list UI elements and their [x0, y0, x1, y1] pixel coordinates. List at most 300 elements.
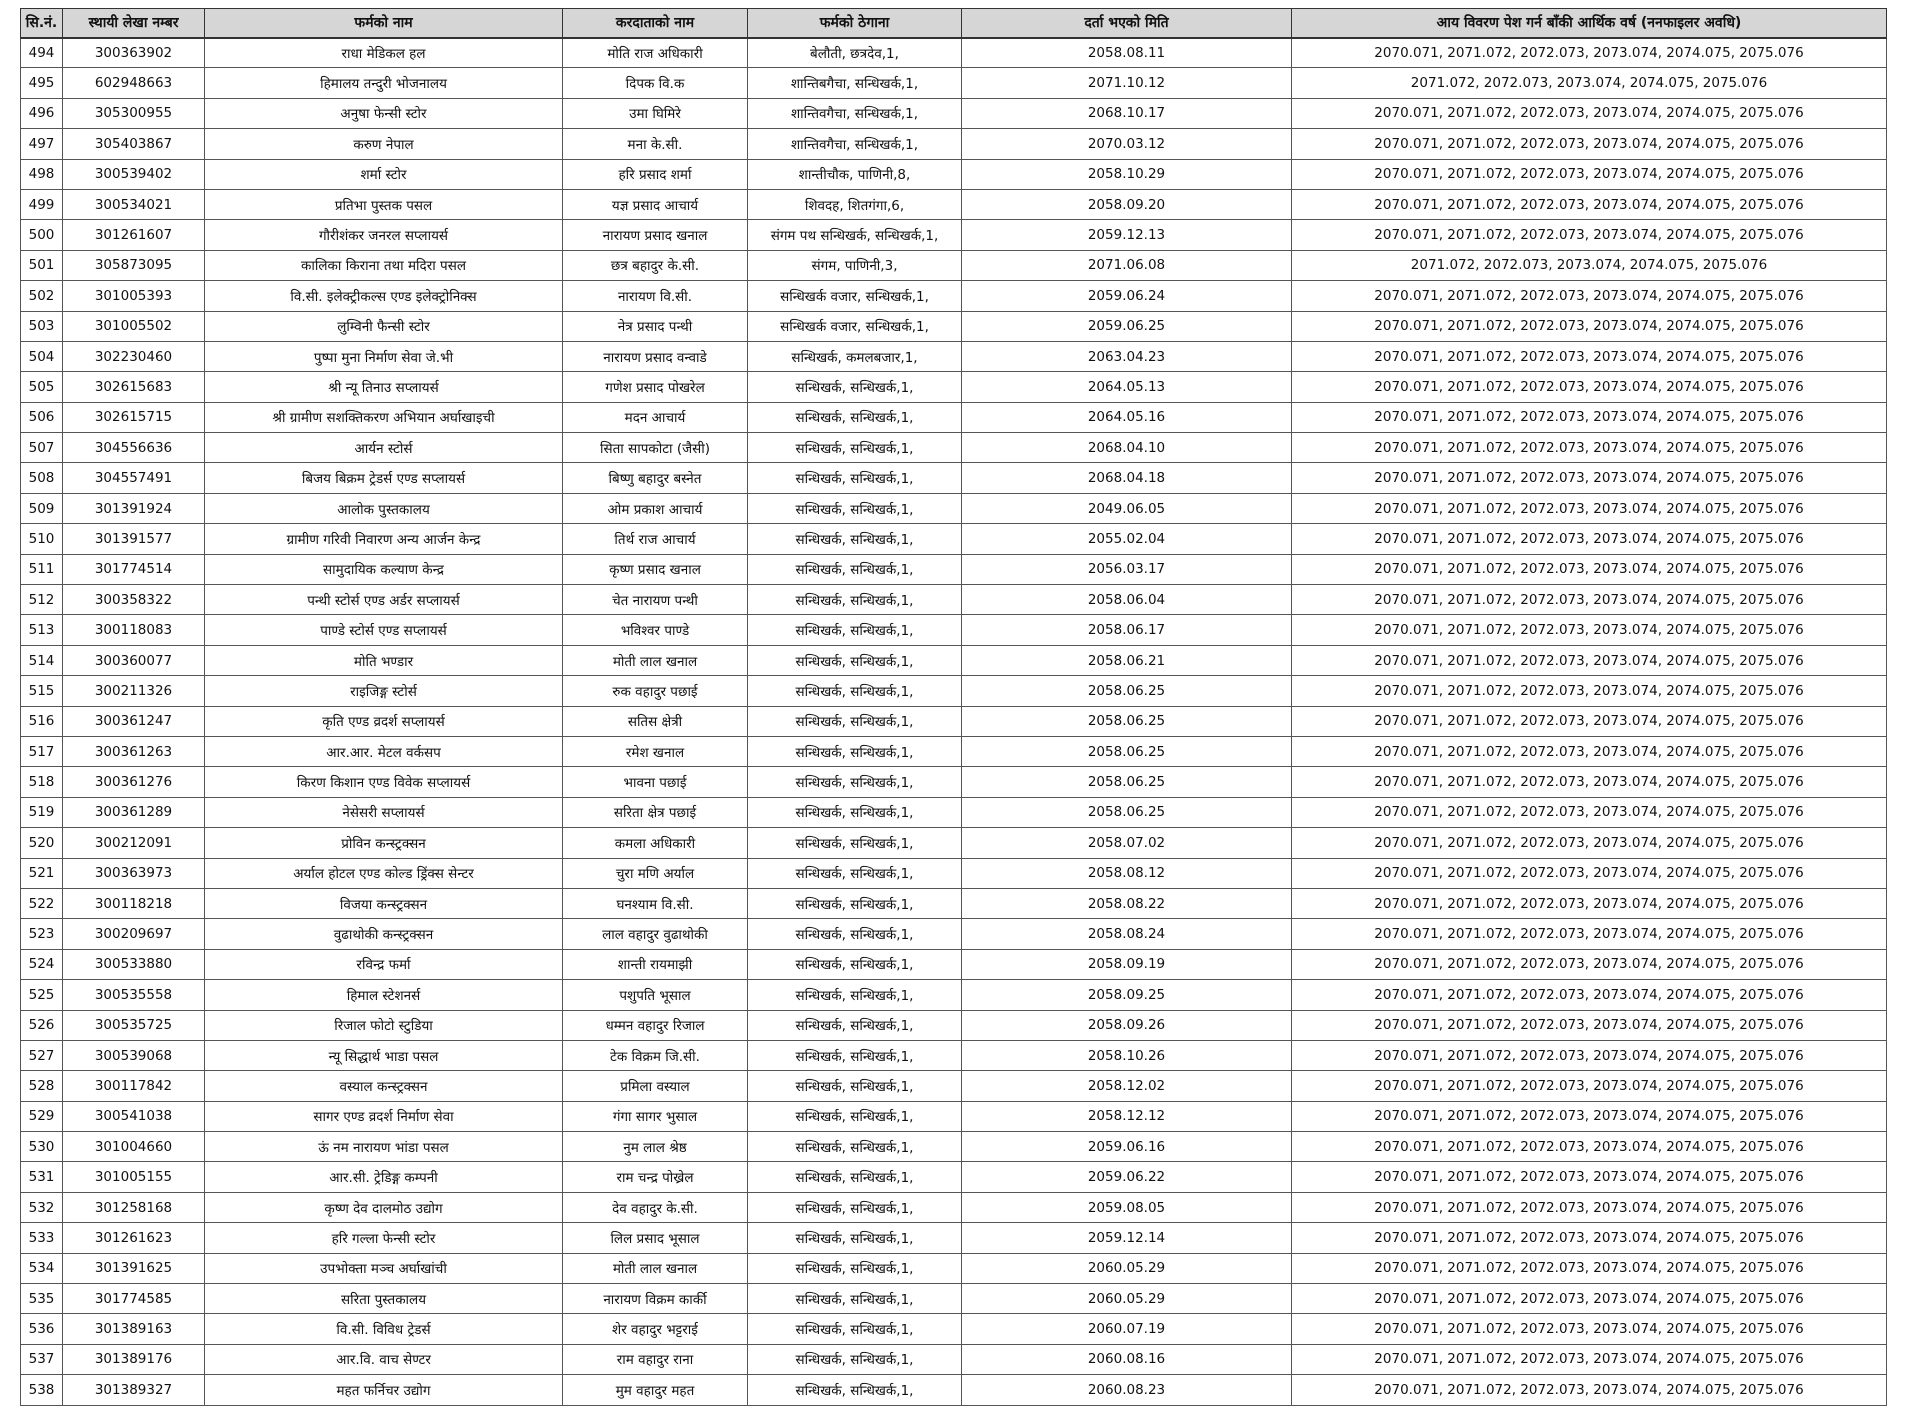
cell-registration-date: 2064.05.13: [962, 372, 1292, 402]
cell-serial-number: 528: [21, 1071, 63, 1101]
cell-pan-number: 302615683: [63, 372, 205, 402]
cell-serial-number: 524: [21, 949, 63, 979]
table-body: [21, 38, 1887, 1406]
header-row: [21, 9, 1887, 38]
cell-registration-date: 2063.04.23: [962, 341, 1292, 371]
cell-taxpayer-name: कृष्ण प्रसाद खनाल: [563, 554, 748, 584]
cell-serial-number: 517: [21, 736, 63, 766]
cell-registration-date: 2058.09.20: [962, 189, 1292, 219]
cell-serial-number: 512: [21, 585, 63, 615]
cell-firm-address: सन्धिखर्क, कमलबजार,1,: [748, 341, 962, 371]
cell-serial-number: 521: [21, 858, 63, 888]
cell-serial-number: 504: [21, 341, 63, 371]
cell-firm-name: सागर एण्ड व्रदर्श निर्माण सेवा: [205, 1101, 563, 1131]
cell-serial-number: 502: [21, 281, 63, 311]
cell-pending-fiscal-years: 2070.071, 2071.072, 2072.073, 2073.074, 2074.075, 2075.076: [1292, 402, 1887, 432]
cell-serial-number: 497: [21, 129, 63, 159]
cell-registration-date: 2058.06.25: [962, 706, 1292, 736]
cell-serial-number: 494: [21, 38, 63, 68]
cell-pending-fiscal-years: 2070.071, 2071.072, 2072.073, 2073.074, 2074.075, 2075.076: [1292, 554, 1887, 584]
cell-pending-fiscal-years: 2070.071, 2071.072, 2072.073, 2073.074, 2074.075, 2075.076: [1292, 1284, 1887, 1314]
cell-taxpayer-name: यज्ञ प्रसाद आचार्य: [563, 189, 748, 219]
cell-taxpayer-name: लिल प्रसाद भूसाल: [563, 1223, 748, 1253]
cell-taxpayer-name: मोती लाल खनाल: [563, 1253, 748, 1283]
table-row: [21, 919, 1887, 949]
cell-serial-number: 537: [21, 1344, 63, 1374]
cell-pan-number: 301005502: [63, 311, 205, 341]
cell-pending-fiscal-years: 2070.071, 2071.072, 2072.073, 2073.074, 2074.075, 2075.076: [1292, 1101, 1887, 1131]
cell-taxpayer-name: सिता सापकोटा (जैसी): [563, 433, 748, 463]
table-row: [21, 159, 1887, 189]
table-row: [21, 1010, 1887, 1040]
cell-firm-name: करुण नेपाल: [205, 129, 563, 159]
cell-pan-number: 300361247: [63, 706, 205, 736]
cell-firm-address: संगम पथ सन्धिखर्क, सन्धिखर्क,1,: [748, 220, 962, 250]
cell-pan-number: 301391577: [63, 524, 205, 554]
cell-registration-date: 2068.04.18: [962, 463, 1292, 493]
cell-pending-fiscal-years: 2070.071, 2071.072, 2072.073, 2073.074, 2074.075, 2075.076: [1292, 1010, 1887, 1040]
cell-firm-name: सामुदायिक कल्याण केन्द्र: [205, 554, 563, 584]
cell-firm-name: श्री ग्रामीण सशक्तिकरण अभियान अर्घाखाइची: [205, 402, 563, 432]
cell-registration-date: 2059.08.05: [962, 1192, 1292, 1222]
cell-registration-date: 2058.08.24: [962, 919, 1292, 949]
cell-firm-name: वस्याल कन्स्ट्रक्सन: [205, 1071, 563, 1101]
cell-pan-number: 301391625: [63, 1253, 205, 1283]
cell-pan-number: 602948663: [63, 68, 205, 98]
cell-taxpayer-name: सरिता क्षेत्र पछाई: [563, 797, 748, 827]
table-row: [21, 341, 1887, 371]
cell-pending-fiscal-years: 2070.071, 2071.072, 2072.073, 2073.074, 2074.075, 2075.076: [1292, 797, 1887, 827]
cell-firm-address: सन्धिखर्क, सन्धिखर्क,1,: [748, 1223, 962, 1253]
cell-pan-number: 300361263: [63, 736, 205, 766]
cell-firm-address: सन्धिखर्क, सन्धिखर्क,1,: [748, 1132, 962, 1162]
cell-firm-name: पाण्डे स्टोर्स एण्ड सप्लायर्स: [205, 615, 563, 645]
cell-taxpayer-name: शान्ती रायमाझी: [563, 949, 748, 979]
cell-firm-address: सन्धिखर्क, सन्धिखर्क,1,: [748, 402, 962, 432]
table-row: [21, 1101, 1887, 1131]
cell-pan-number: 301261623: [63, 1223, 205, 1253]
cell-registration-date: 2058.09.19: [962, 949, 1292, 979]
cell-firm-name: वि.सी. इलेक्ट्रीकल्स एण्ड इलेक्ट्रोनिक्स: [205, 281, 563, 311]
cell-pan-number: 300211326: [63, 676, 205, 706]
cell-pending-fiscal-years: 2070.071, 2071.072, 2072.073, 2073.074, 2074.075, 2075.076: [1292, 949, 1887, 979]
cell-firm-address: शान्तिबगैचा, सन्धिखर्क,1,: [748, 68, 962, 98]
cell-registration-date: 2059.06.16: [962, 1132, 1292, 1162]
cell-pending-fiscal-years: 2070.071, 2071.072, 2072.073, 2073.074, 2074.075, 2075.076: [1292, 615, 1887, 645]
cell-registration-date: 2060.05.29: [962, 1253, 1292, 1283]
table-row: [21, 129, 1887, 159]
cell-registration-date: 2058.06.25: [962, 676, 1292, 706]
cell-firm-name: आलोक पुस्तकालय: [205, 493, 563, 523]
cell-firm-name: न्यू सिद्धार्थ भाडा पसल: [205, 1040, 563, 1070]
cell-pan-number: 300541038: [63, 1101, 205, 1131]
cell-pending-fiscal-years: 2070.071, 2071.072, 2072.073, 2073.074, 2074.075, 2075.076: [1292, 220, 1887, 250]
cell-pending-fiscal-years: 2070.071, 2071.072, 2072.073, 2073.074, 2074.075, 2075.076: [1292, 585, 1887, 615]
cell-taxpayer-name: रमेश खनाल: [563, 736, 748, 766]
cell-taxpayer-name: चुरा मणि अर्याल: [563, 858, 748, 888]
cell-pan-number: 300535558: [63, 980, 205, 1010]
cell-firm-address: सन्धिखर्क, सन्धिखर्क,1,: [748, 1040, 962, 1070]
table-row: [21, 1375, 1887, 1405]
cell-pan-number: 301774514: [63, 554, 205, 584]
cell-registration-date: 2058.06.21: [962, 645, 1292, 675]
table-row: [21, 433, 1887, 463]
cell-registration-date: 2059.12.14: [962, 1223, 1292, 1253]
cell-registration-date: 2058.08.12: [962, 858, 1292, 888]
cell-taxpayer-name: घनश्याम वि.सी.: [563, 888, 748, 918]
cell-pending-fiscal-years: 2070.071, 2071.072, 2072.073, 2073.074, 2074.075, 2075.076: [1292, 676, 1887, 706]
cell-pending-fiscal-years: 2070.071, 2071.072, 2072.073, 2073.074, 2074.075, 2075.076: [1292, 1344, 1887, 1374]
cell-firm-address: सन्धिखर्क, सन्धिखर्क,1,: [748, 433, 962, 463]
cell-registration-date: 2059.06.22: [962, 1162, 1292, 1192]
cell-serial-number: 526: [21, 1010, 63, 1040]
cell-pending-fiscal-years: 2070.071, 2071.072, 2072.073, 2073.074, 2074.075, 2075.076: [1292, 1375, 1887, 1405]
cell-registration-date: 2058.06.25: [962, 736, 1292, 766]
cell-taxpayer-name: नुम लाल श्रेष्ठ: [563, 1132, 748, 1162]
cell-taxpayer-name: बिष्णु बहादुर बस्नेत: [563, 463, 748, 493]
cell-firm-address: सन्धिखर्क, सन्धिखर्क,1,: [748, 1344, 962, 1374]
cell-pending-fiscal-years: 2070.071, 2071.072, 2072.073, 2073.074, 2074.075, 2075.076: [1292, 706, 1887, 736]
cell-pan-number: 300209697: [63, 919, 205, 949]
cell-taxpayer-name: टेक विक्रम जि.सी.: [563, 1040, 748, 1070]
header-registration-date: दर्ता भएको मिति: [962, 9, 1292, 38]
cell-firm-address: सन्धिखर्क, सन्धिखर्क,1,: [748, 1101, 962, 1131]
table-row: [21, 767, 1887, 797]
table-row: [21, 888, 1887, 918]
cell-firm-address: सन्धिखर्क, सन्धिखर्क,1,: [748, 888, 962, 918]
cell-pending-fiscal-years: 2070.071, 2071.072, 2072.073, 2073.074, 2074.075, 2075.076: [1292, 828, 1887, 858]
cell-pan-number: 300361276: [63, 767, 205, 797]
cell-serial-number: 508: [21, 463, 63, 493]
cell-firm-address: सन्धिखर्क, सन्धिखर्क,1,: [748, 919, 962, 949]
cell-firm-name: आर.सी. ट्रेडिङ्ग कम्पनी: [205, 1162, 563, 1192]
header-firm-name: फर्मको नाम: [205, 9, 563, 38]
cell-registration-date: 2058.09.25: [962, 980, 1292, 1010]
cell-firm-address: सन्धिखर्क, सन्धिखर्क,1,: [748, 493, 962, 523]
cell-pan-number: 305300955: [63, 98, 205, 128]
table-header: [21, 9, 1887, 38]
cell-pan-number: 302615715: [63, 402, 205, 432]
table-row: [21, 858, 1887, 888]
cell-registration-date: 2056.03.17: [962, 554, 1292, 584]
cell-pan-number: 300539068: [63, 1040, 205, 1070]
cell-taxpayer-name: नारायण प्रसाद वन्वाडे: [563, 341, 748, 371]
cell-registration-date: 2059.06.25: [962, 311, 1292, 341]
cell-registration-date: 2064.05.16: [962, 402, 1292, 432]
cell-firm-name: प्रोविन कन्स्ट्रक्सन: [205, 828, 563, 858]
cell-pending-fiscal-years: 2070.071, 2071.072, 2072.073, 2073.074, 2074.075, 2075.076: [1292, 493, 1887, 523]
cell-serial-number: 498: [21, 159, 63, 189]
table-row: [21, 676, 1887, 706]
cell-pending-fiscal-years: 2070.071, 2071.072, 2072.073, 2073.074, 2074.075, 2075.076: [1292, 341, 1887, 371]
cell-firm-name: श्री न्यू तिनाउ सप्लायर्स: [205, 372, 563, 402]
cell-pan-number: 304556636: [63, 433, 205, 463]
cell-firm-name: अनुषा फेन्सी स्टोर: [205, 98, 563, 128]
cell-pending-fiscal-years: 2071.072, 2072.073, 2073.074, 2074.075, 2075.076: [1292, 68, 1887, 98]
cell-firm-address: सन्धिखर्क, सन्धिखर्क,1,: [748, 1162, 962, 1192]
header-serial-number: सि.नं.: [21, 9, 63, 38]
cell-serial-number: 510: [21, 524, 63, 554]
cell-firm-name: पन्थी स्टोर्स एण्ड अर्डर सप्लायर्स: [205, 585, 563, 615]
cell-firm-address: सन्धिखर्क वजार, सन्धिखर्क,1,: [748, 311, 962, 341]
cell-serial-number: 496: [21, 98, 63, 128]
cell-firm-address: सन्धिखर्क, सन्धिखर्क,1,: [748, 1071, 962, 1101]
table-row: [21, 311, 1887, 341]
cell-pan-number: 301258168: [63, 1192, 205, 1222]
cell-pending-fiscal-years: 2070.071, 2071.072, 2072.073, 2073.074, 2074.075, 2075.076: [1292, 433, 1887, 463]
cell-firm-name: ऊं नम नारायण भांडा पसल: [205, 1132, 563, 1162]
cell-pan-number: 301261607: [63, 220, 205, 250]
cell-pan-number: 300358322: [63, 585, 205, 615]
cell-registration-date: 2068.10.17: [962, 98, 1292, 128]
cell-registration-date: 2058.08.22: [962, 888, 1292, 918]
table-row: [21, 1223, 1887, 1253]
table-row: [21, 189, 1887, 219]
cell-pan-number: 301389327: [63, 1375, 205, 1405]
cell-taxpayer-name: चेत नारायण पन्थी: [563, 585, 748, 615]
cell-firm-name: किरण किशान एण्ड विवेक सप्लायर्स: [205, 767, 563, 797]
cell-registration-date: 2058.08.11: [962, 38, 1292, 68]
cell-pending-fiscal-years: 2070.071, 2071.072, 2072.073, 2073.074, 2074.075, 2075.076: [1292, 645, 1887, 675]
header-firm-address: फर्मको ठेगाना: [748, 9, 962, 38]
table-row: [21, 828, 1887, 858]
table-row: [21, 68, 1887, 98]
cell-pan-number: 301004660: [63, 1132, 205, 1162]
cell-pending-fiscal-years: 2070.071, 2071.072, 2072.073, 2073.074, 2074.075, 2075.076: [1292, 524, 1887, 554]
cell-firm-address: सन्धिखर्क, सन्धिखर्क,1,: [748, 1314, 962, 1344]
cell-firm-name: वि.सी. विविध ट्रेडर्स: [205, 1314, 563, 1344]
table-row: [21, 736, 1887, 766]
cell-firm-address: सन्धिखर्क, सन्धिखर्क,1,: [748, 1284, 962, 1314]
cell-pending-fiscal-years: 2071.072, 2072.073, 2073.074, 2074.075, 2075.076: [1292, 250, 1887, 280]
table-row: [21, 1040, 1887, 1070]
cell-taxpayer-name: छत्र बहादुर के.सी.: [563, 250, 748, 280]
cell-firm-name: हरि गल्ला फेन्सी स्टोर: [205, 1223, 563, 1253]
cell-firm-name: आर.आर. मेटल वर्कसप: [205, 736, 563, 766]
cell-firm-address: सन्धिखर्क, सन्धिखर्क,1,: [748, 585, 962, 615]
cell-pending-fiscal-years: 2070.071, 2071.072, 2072.073, 2073.074, 2074.075, 2075.076: [1292, 38, 1887, 68]
cell-taxpayer-name: उमा घिमिरे: [563, 98, 748, 128]
header-taxpayer-name: करदाताको नाम: [563, 9, 748, 38]
cell-firm-address: सन्धिखर्क, सन्धिखर्क,1,: [748, 1253, 962, 1283]
cell-pending-fiscal-years: 2070.071, 2071.072, 2072.073, 2073.074, 2074.075, 2075.076: [1292, 1071, 1887, 1101]
cell-pan-number: 300363902: [63, 38, 205, 68]
cell-firm-address: सन्धिखर्क, सन्धिखर्क,1,: [748, 372, 962, 402]
cell-registration-date: 2055.02.04: [962, 524, 1292, 554]
table-row: [21, 645, 1887, 675]
cell-taxpayer-name: दिपक वि.क: [563, 68, 748, 98]
cell-pan-number: 300117842: [63, 1071, 205, 1101]
non-filer-table: [20, 8, 1887, 1406]
cell-firm-name: अर्याल होटल एण्ड कोल्ड ड्रिंक्स सेन्टर: [205, 858, 563, 888]
cell-firm-name: हिमालय तन्दुरी भोजनालय: [205, 68, 563, 98]
cell-firm-address: सन्धिखर्क, सन्धिखर्क,1,: [748, 554, 962, 584]
cell-serial-number: 523: [21, 919, 63, 949]
cell-pan-number: 301005393: [63, 281, 205, 311]
cell-taxpayer-name: धम्मन वहादुर रिजाल: [563, 1010, 748, 1040]
cell-serial-number: 501: [21, 250, 63, 280]
cell-registration-date: 2058.07.02: [962, 828, 1292, 858]
cell-taxpayer-name: तिर्थ राज आचार्य: [563, 524, 748, 554]
cell-serial-number: 500: [21, 220, 63, 250]
cell-taxpayer-name: शेर वहादुर भट्टराई: [563, 1314, 748, 1344]
cell-serial-number: 514: [21, 645, 63, 675]
cell-serial-number: 530: [21, 1132, 63, 1162]
cell-pan-number: 300361289: [63, 797, 205, 827]
cell-firm-name: विजया कन्स्ट्रक्सन: [205, 888, 563, 918]
cell-firm-address: शान्तिवगैचा, सन्धिखर्क,1,: [748, 129, 962, 159]
cell-serial-number: 536: [21, 1314, 63, 1344]
cell-firm-name: कालिका किराना तथा मदिरा पसल: [205, 250, 563, 280]
cell-serial-number: 531: [21, 1162, 63, 1192]
cell-taxpayer-name: नेत्र प्रसाद पन्थी: [563, 311, 748, 341]
cell-serial-number: 507: [21, 433, 63, 463]
cell-pan-number: 300539402: [63, 159, 205, 189]
table-row: [21, 524, 1887, 554]
cell-taxpayer-name: भावना पछाई: [563, 767, 748, 797]
cell-taxpayer-name: गंगा सागर भुसाल: [563, 1101, 748, 1131]
cell-taxpayer-name: हरि प्रसाद शर्मा: [563, 159, 748, 189]
cell-serial-number: 533: [21, 1223, 63, 1253]
cell-registration-date: 2060.05.29: [962, 1284, 1292, 1314]
cell-firm-name: आर्यन स्टोर्स: [205, 433, 563, 463]
cell-firm-name: वुढाथोकी कन्स्ट्रक्सन: [205, 919, 563, 949]
cell-firm-name: सरिता पुस्तकालय: [205, 1284, 563, 1314]
cell-pending-fiscal-years: 2070.071, 2071.072, 2072.073, 2073.074, 2074.075, 2075.076: [1292, 159, 1887, 189]
cell-serial-number: 506: [21, 402, 63, 432]
cell-pending-fiscal-years: 2070.071, 2071.072, 2072.073, 2073.074, 2074.075, 2075.076: [1292, 311, 1887, 341]
cell-registration-date: 2060.08.16: [962, 1344, 1292, 1374]
cell-serial-number: 495: [21, 68, 63, 98]
cell-registration-date: 2060.08.23: [962, 1375, 1292, 1405]
cell-serial-number: 520: [21, 828, 63, 858]
cell-firm-name: नेसेसरी सप्लायर्स: [205, 797, 563, 827]
cell-registration-date: 2058.12.02: [962, 1071, 1292, 1101]
cell-taxpayer-name: गणेश प्रसाद पोखरेल: [563, 372, 748, 402]
table-row: [21, 1344, 1887, 1374]
cell-pan-number: 300118083: [63, 615, 205, 645]
cell-serial-number: 516: [21, 706, 63, 736]
cell-registration-date: 2058.12.12: [962, 1101, 1292, 1131]
cell-pending-fiscal-years: 2070.071, 2071.072, 2072.073, 2073.074, 2074.075, 2075.076: [1292, 1162, 1887, 1192]
table-row: [21, 1132, 1887, 1162]
cell-taxpayer-name: कमला अधिकारी: [563, 828, 748, 858]
cell-pending-fiscal-years: 2070.071, 2071.072, 2072.073, 2073.074, 2074.075, 2075.076: [1292, 919, 1887, 949]
cell-pan-number: 301005155: [63, 1162, 205, 1192]
cell-pending-fiscal-years: 2070.071, 2071.072, 2072.073, 2073.074, 2074.075, 2075.076: [1292, 189, 1887, 219]
cell-taxpayer-name: देव वहादुर के.सी.: [563, 1192, 748, 1222]
cell-pending-fiscal-years: 2070.071, 2071.072, 2072.073, 2073.074, 2074.075, 2075.076: [1292, 980, 1887, 1010]
cell-firm-name: राधा मेडिकल हल: [205, 38, 563, 68]
cell-firm-address: सन्धिखर्क, सन्धिखर्क,1,: [748, 980, 962, 1010]
cell-registration-date: 2058.10.29: [962, 159, 1292, 189]
cell-serial-number: 511: [21, 554, 63, 584]
cell-registration-date: 2060.07.19: [962, 1314, 1292, 1344]
table-row: [21, 281, 1887, 311]
cell-pan-number: 301389176: [63, 1344, 205, 1374]
table-row: [21, 250, 1887, 280]
cell-pending-fiscal-years: 2070.071, 2071.072, 2072.073, 2073.074, 2074.075, 2075.076: [1292, 1314, 1887, 1344]
cell-pending-fiscal-years: 2070.071, 2071.072, 2072.073, 2073.074, 2074.075, 2075.076: [1292, 767, 1887, 797]
cell-taxpayer-name: नारायण प्रसाद खनाल: [563, 220, 748, 250]
table-row: [21, 1253, 1887, 1283]
cell-pending-fiscal-years: 2070.071, 2071.072, 2072.073, 2073.074, 2074.075, 2075.076: [1292, 1132, 1887, 1162]
cell-pending-fiscal-years: 2070.071, 2071.072, 2072.073, 2073.074, 2074.075, 2075.076: [1292, 1040, 1887, 1070]
cell-pan-number: 300360077: [63, 645, 205, 675]
cell-registration-date: 2071.06.08: [962, 250, 1292, 280]
cell-taxpayer-name: सतिस क्षेत्री: [563, 706, 748, 736]
table-row: [21, 980, 1887, 1010]
table-row: [21, 402, 1887, 432]
cell-firm-address: सन्धिखर्क, सन्धिखर्क,1,: [748, 676, 962, 706]
cell-pending-fiscal-years: 2070.071, 2071.072, 2072.073, 2073.074, 2074.075, 2075.076: [1292, 1223, 1887, 1253]
cell-pending-fiscal-years: 2070.071, 2071.072, 2072.073, 2073.074, 2074.075, 2075.076: [1292, 98, 1887, 128]
cell-serial-number: 513: [21, 615, 63, 645]
cell-pan-number: 300212091: [63, 828, 205, 858]
cell-firm-name: रिजाल फोटो स्टुडिया: [205, 1010, 563, 1040]
cell-firm-name: हिमाल स्टेशनर्स: [205, 980, 563, 1010]
cell-firm-address: सन्धिखर्क, सन्धिखर्क,1,: [748, 797, 962, 827]
cell-serial-number: 503: [21, 311, 63, 341]
cell-registration-date: 2058.06.25: [962, 797, 1292, 827]
cell-pan-number: 300118218: [63, 888, 205, 918]
cell-taxpayer-name: रुक वहादुर पछाई: [563, 676, 748, 706]
cell-serial-number: 527: [21, 1040, 63, 1070]
cell-pan-number: 300363973: [63, 858, 205, 888]
cell-firm-name: कृष्ण देव दालमोठ उद्योग: [205, 1192, 563, 1222]
cell-firm-address: सन्धिखर्क, सन्धिखर्क,1,: [748, 828, 962, 858]
cell-serial-number: 515: [21, 676, 63, 706]
cell-firm-address: सन्धिखर्क, सन्धिखर्क,1,: [748, 524, 962, 554]
table-row: [21, 585, 1887, 615]
cell-pan-number: 301391924: [63, 493, 205, 523]
cell-firm-name: राइजिङ्ग स्टोर्स: [205, 676, 563, 706]
cell-registration-date: 2058.06.04: [962, 585, 1292, 615]
cell-serial-number: 518: [21, 767, 63, 797]
cell-taxpayer-name: प्रमिला वस्याल: [563, 1071, 748, 1101]
cell-serial-number: 522: [21, 888, 63, 918]
cell-pan-number: 301774585: [63, 1284, 205, 1314]
cell-serial-number: 519: [21, 797, 63, 827]
cell-firm-name: रविन्द्र फर्मा: [205, 949, 563, 979]
cell-pending-fiscal-years: 2070.071, 2071.072, 2072.073, 2073.074, 2074.075, 2075.076: [1292, 858, 1887, 888]
cell-pan-number: 301389163: [63, 1314, 205, 1344]
table-row: [21, 98, 1887, 128]
cell-registration-date: 2058.06.17: [962, 615, 1292, 645]
cell-registration-date: 2070.03.12: [962, 129, 1292, 159]
cell-firm-address: सन्धिखर्क, सन्धिखर्क,1,: [748, 949, 962, 979]
cell-firm-address: सन्धिखर्क, सन्धिखर्क,1,: [748, 615, 962, 645]
cell-firm-address: सन्धिखर्क, सन्धिखर्क,1,: [748, 463, 962, 493]
table-row: [21, 493, 1887, 523]
table-row: [21, 706, 1887, 736]
cell-firm-address: सन्धिखर्क, सन्धिखर्क,1,: [748, 736, 962, 766]
cell-firm-name: महत फर्निचर उद्योग: [205, 1375, 563, 1405]
cell-pending-fiscal-years: 2070.071, 2071.072, 2072.073, 2073.074, 2074.075, 2075.076: [1292, 888, 1887, 918]
table-row: [21, 797, 1887, 827]
cell-pending-fiscal-years: 2070.071, 2071.072, 2072.073, 2073.074, 2074.075, 2075.076: [1292, 463, 1887, 493]
cell-firm-name: उपभोक्ता मञ्च अर्घाखांची: [205, 1253, 563, 1283]
cell-firm-name: बिजय बिक्रम ट्रेडर्स एण्ड सप्लायर्स: [205, 463, 563, 493]
cell-registration-date: 2071.10.12: [962, 68, 1292, 98]
cell-registration-date: 2059.12.13: [962, 220, 1292, 250]
table-row: [21, 1192, 1887, 1222]
table-row: [21, 1284, 1887, 1314]
table-row: [21, 463, 1887, 493]
table-row: [21, 38, 1887, 68]
cell-taxpayer-name: पशुपति भूसाल: [563, 980, 748, 1010]
cell-serial-number: 534: [21, 1253, 63, 1283]
